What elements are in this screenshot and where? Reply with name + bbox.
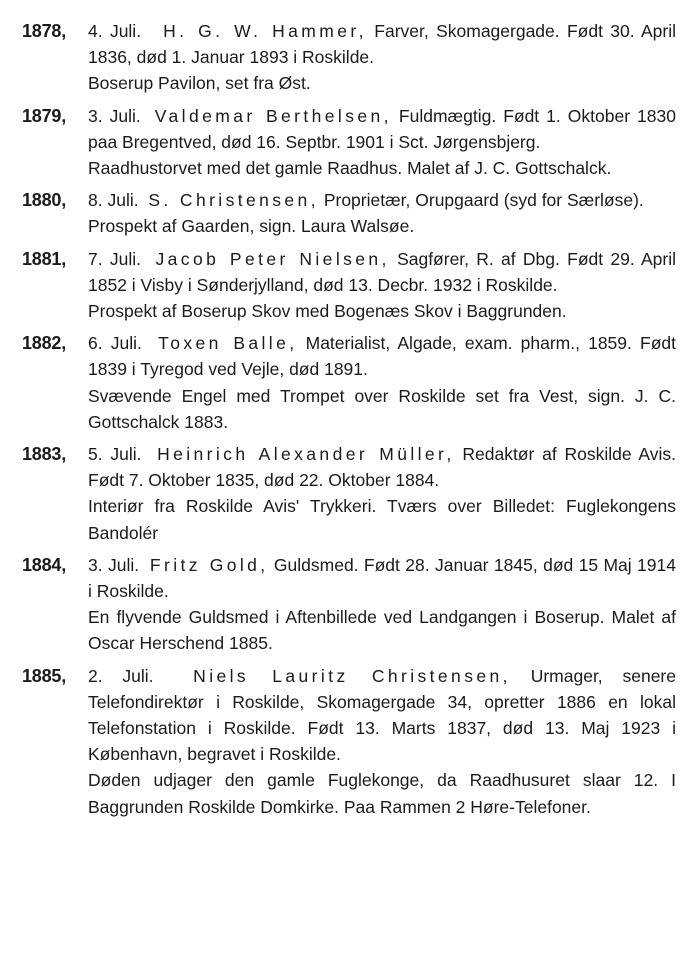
entry-date: 3. Juli. [88, 554, 140, 575]
entry-year: 1880, [22, 190, 67, 211]
entry-year: 1885, [22, 665, 67, 686]
entry-body [88, 18, 676, 97]
entry-1883 [0, 441, 700, 546]
entry-name: S. Christensen, [148, 190, 319, 211]
entry-year: 1879, [22, 105, 67, 126]
entry-body [88, 187, 676, 239]
entry-note: Prospekt af Gaarden, sign. Laura Walsøe. [88, 216, 415, 237]
entry-body [88, 663, 676, 820]
entry-1878 [0, 18, 700, 97]
entry-year: 1881, [22, 248, 67, 269]
entry-bio-paragraph [88, 552, 676, 604]
entry-name: H. G. W. Hammer, [163, 21, 367, 41]
entry-bio-paragraph [88, 441, 676, 493]
entry-body [88, 552, 676, 657]
entry-note: Prospekt af Boserup Skov med Bogenæs Skov i Baggrunden. [88, 301, 567, 322]
document-page [0, 18, 700, 826]
entry-year: 1883, [22, 444, 67, 465]
entry-bio-paragraph [88, 663, 676, 768]
entry-bio: Redaktør af Roskilde Avis. Født 7. Oktober 1835, død 22. Oktober 1884. [88, 444, 676, 491]
entry-name: Fritz Gold, [149, 554, 269, 575]
entry-note: Raadhustorvet med det gamle Raadhus. Malet af J. C. Gottschalck. [88, 158, 612, 179]
entry-note: En flyvende Guldsmed i Aftenbillede ved Landgangen i Boserup. Malet af Oscar Herschend 1885. [88, 607, 676, 654]
entry-1880 [0, 187, 700, 239]
entry-1879 [0, 103, 700, 182]
entry-bio: Urmager, senere Telefondirektør i Roskilde, Skomagergade 34, opretter 1886 en lokal Telefonstation i Roskilde. Født 13. Marts 1837, død 13. Maj 1923 i København, begravet i Roskilde. [88, 665, 676, 765]
entry-1881 [0, 246, 700, 325]
entry-body [88, 246, 676, 325]
entry-date: 5. Juli. [88, 444, 142, 465]
entry-bio: Farver, Skomagergade. Født 30. April 1836, død 1. Januar 1893 i Roskilde. [88, 21, 677, 68]
entry-name: Heinrich Alexander Müller, [157, 444, 455, 465]
entry-note: Døden udjager den gamle Fuglekonge, da Raadhusuret slaar 12. I Baggrunden Roskilde Domkirke. Paa Rammen 2 Høre-Telefoner. [88, 770, 676, 817]
entry-year: 1884, [22, 554, 67, 575]
entry-name: Jacob Peter Nielsen, [155, 248, 390, 269]
entry-1885 [0, 663, 700, 820]
entry-date: 7. Juli. [88, 248, 141, 269]
entry-bio: Materialist, Algade, exam. pharm., 1859. Født 1839 i Tyregod ved Vejle, død 1891. [88, 333, 676, 380]
entry-body [88, 103, 676, 182]
entry-bio-paragraph [88, 246, 676, 298]
entry-bio-paragraph [88, 103, 676, 155]
entry-note: Svævende Engel med Trompet over Roskilde set fra Vest, sign. J. C. Gottschalck 1883. [88, 385, 676, 432]
entry-bio-paragraph [88, 187, 676, 213]
entry-date: 8. Juli. [88, 190, 139, 211]
entry-note: Boserup Pavilon, set fra Øst. [88, 73, 311, 94]
entry-date: 2. Juli. [88, 665, 154, 686]
entry-bio: Guldsmed. Født 28. Januar 1845, død 15 Maj 1914 i Roskilde. [88, 554, 676, 602]
entry-bio-paragraph [88, 18, 676, 70]
entry-name: Valdemar Berthelsen, [154, 105, 392, 126]
entry-body [88, 441, 676, 546]
entry-1884 [0, 552, 700, 657]
entry-1882 [0, 330, 700, 435]
entry-year: 1878, [22, 21, 67, 41]
entry-name: Niels Lauritz Christensen, [193, 665, 511, 686]
entry-note: Interiør fra Roskilde Avis' Trykkeri. Tværs over Billedet: Fuglekongens Bandolér [88, 496, 676, 543]
entry-date: 3. Juli. [88, 105, 141, 126]
entry-date: 4. Juli. [88, 21, 142, 41]
entry-body [88, 330, 676, 435]
entry-bio: Proprietær, Orupgaard (syd for Særløse). [323, 190, 644, 211]
entry-date: 6. Juli. [88, 333, 142, 354]
entry-name: Toxen Balle, [158, 333, 298, 354]
entry-bio: Fuldmægtig. Født 1. Oktober 1830 paa Bregentved, død 16. Septbr. 1901 i Sct. Jørgensbjerg. [88, 105, 676, 152]
entry-bio: Sagfører, R. af Dbg. Født 29. April 1852 i Visby i Sønderjylland, død 13. Decbr. 1932 i Roskilde. [88, 248, 676, 295]
entry-year: 1882, [22, 333, 67, 354]
entry-bio-paragraph [88, 330, 676, 382]
